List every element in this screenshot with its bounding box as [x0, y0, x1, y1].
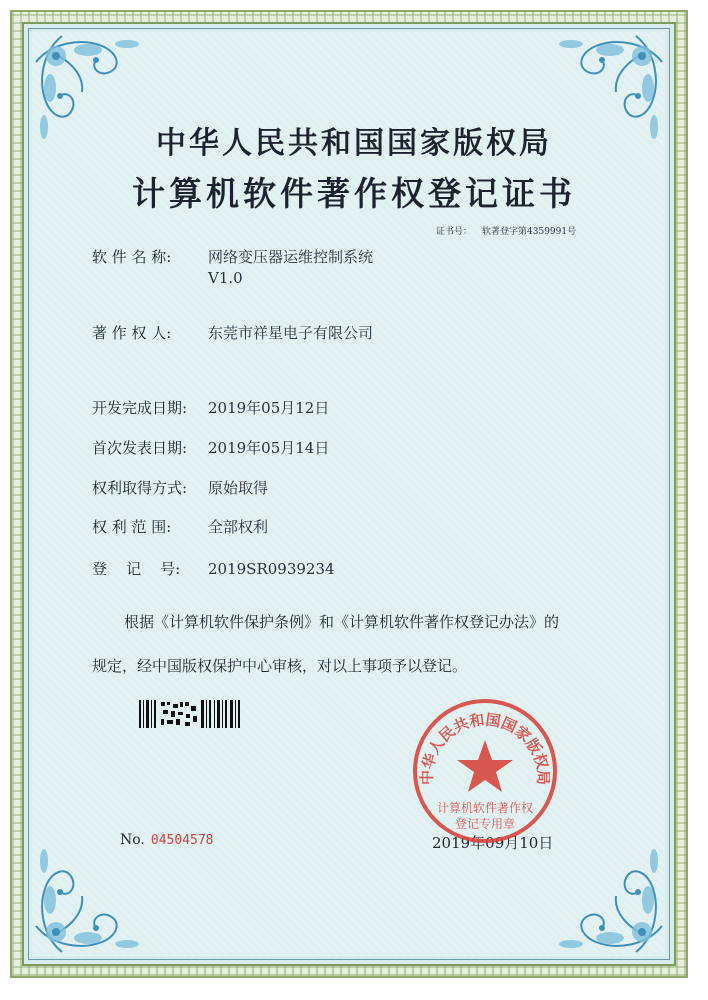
- statement-line-1: 根据《计算机软件保护条例》和《计算机软件著作权登记办法》的: [124, 613, 560, 631]
- software-name-label: 软 件 名 称:: [92, 248, 172, 266]
- statement-line-2: 规定，经中国版权保护中心审核，对以上事项予以登记。: [92, 657, 468, 675]
- certificate-title: 计算机软件著作权登记证书: [132, 174, 576, 213]
- corner-ornament-bottom-left: [32, 836, 152, 956]
- owner-value: 东莞市祥星电子有限公司: [208, 324, 374, 342]
- reg-value: 2019SR0939234: [208, 560, 335, 578]
- barcode-icon: [139, 700, 243, 728]
- software-name-line1: 网络变压器运维控制系统: [208, 248, 374, 266]
- owner-label: 著 作 权 人:: [92, 324, 172, 342]
- seal-ring-text: 中华人民共和国国家版权局: [417, 710, 553, 786]
- serial-number: [120, 832, 214, 848]
- acquire-label: 权利取得方式:: [92, 479, 188, 497]
- dev-date-value: 2019年05月12日: [208, 399, 330, 417]
- scope-value: 全部权利: [208, 518, 269, 536]
- serial-label: No.: [120, 832, 145, 848]
- field-copyright-owner: [92, 323, 373, 343]
- reg-label: 登 记 号:: [92, 560, 181, 578]
- seal-line2: 登记专用章: [454, 817, 516, 831]
- field-rights-scope: [92, 517, 268, 537]
- field-publication-date: [92, 438, 329, 458]
- field-software-name: [92, 247, 373, 289]
- corner-ornament-bottom-right: [546, 836, 666, 956]
- pub-date-label: 首次发表日期:: [92, 439, 188, 457]
- issue-date: 2019年09月10日: [432, 834, 554, 852]
- software-name-value: [208, 247, 373, 289]
- serial-value: 04504578: [150, 833, 214, 848]
- field-development-date: [92, 398, 329, 418]
- seal-line1: 计算机软件著作权: [436, 801, 534, 815]
- official-seal-icon: [410, 696, 560, 846]
- issuing-authority: 中华人民共和国国家版权局: [156, 126, 552, 161]
- field-rights-acquisition: [92, 478, 268, 498]
- certificate-number-value: 软著登字第4359991号: [482, 227, 577, 237]
- scope-label: 权 利 范 围:: [92, 518, 172, 536]
- acquire-value: 原始取得: [208, 479, 269, 497]
- software-name-line2: V1.0: [208, 269, 243, 287]
- certificate-number-label: 证书号：: [436, 227, 473, 237]
- dev-date-label: 开发完成日期:: [92, 399, 188, 417]
- field-registration-number: [92, 559, 335, 579]
- certificate-number: [436, 224, 586, 237]
- pub-date-value: 2019年05月14日: [208, 439, 330, 457]
